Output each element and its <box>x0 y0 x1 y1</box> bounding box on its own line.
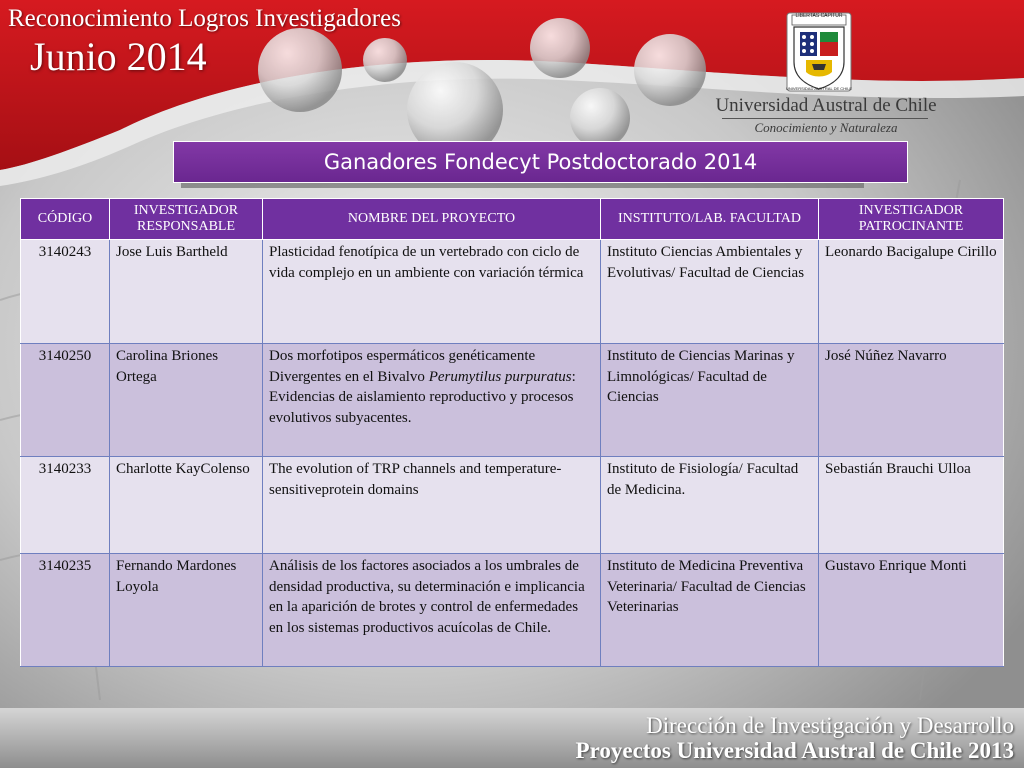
university-crest-icon <box>786 12 852 92</box>
cell-institute: Instituto de Ciencias Marinas y Limnológicas/ Facultad de Ciencias <box>601 344 819 457</box>
cell-project: Plasticidad fenotípica de un vertebrado con ciclo de vida complejo en un ambiente con variación térmica <box>263 240 601 344</box>
cell-sponsor: Gustavo Enrique Monti <box>819 554 1004 667</box>
cell-investigator: Carolina Briones Ortega <box>110 344 263 457</box>
header-code: CÓDIGO <box>21 199 110 240</box>
cell-sponsor: José Núñez Navarro <box>819 344 1004 457</box>
table-header-row <box>21 199 1004 240</box>
university-motto: Conocimiento y Naturaleza <box>754 120 898 135</box>
table-row <box>21 457 1004 554</box>
cell-sponsor: Sebastián Brauchi Ulloa <box>819 457 1004 554</box>
header-title: Reconocimiento Logros Investigadores <box>8 5 401 32</box>
cell-investigator: Fernando Mardones Loyola <box>110 554 263 667</box>
footer-projects: Proyectos Universidad Austral de Chile 2013 <box>575 738 1014 763</box>
table-row <box>21 344 1004 457</box>
cell-investigator: Charlotte KayColenso <box>110 457 263 554</box>
header-sponsor: INVESTIGADOR PATROCINANTE <box>819 199 1004 240</box>
header-project: NOMBRE DEL PROYECTO <box>263 199 601 240</box>
table-row <box>21 554 1004 667</box>
cell-code: 3140233 <box>21 457 110 554</box>
crest-motto: LIBERTAS CAPITUR <box>795 13 843 19</box>
project-text: : Evidencias de aislamiento reproductivo y procesos evolutivos subyacentes. <box>269 368 576 426</box>
cell-project: Análisis de los factores asociados a los umbrales de densidad productiva, su determinación e implicancia en la aparición de brotes y control de enfermedades en los sistemas productivos acuícolas de Chile. <box>263 554 601 667</box>
cell-code: 3140235 <box>21 554 110 667</box>
header-institute: INSTITUTO/LAB. FACULTAD <box>601 199 819 240</box>
table-row <box>21 240 1004 344</box>
cell-project <box>263 344 601 457</box>
university-divider <box>722 118 928 119</box>
cell-institute: Instituto de Medicina Preventiva Veterinaria/ Facultad de Ciencias Veterinarias <box>601 554 819 667</box>
cell-sponsor: Leonardo Bacigalupe Cirillo <box>819 240 1004 344</box>
cell-code: 3140250 <box>21 344 110 457</box>
cell-institute: Instituto de Fisiología/ Facultad de Medicina. <box>601 457 819 554</box>
cell-code: 3140243 <box>21 240 110 344</box>
crest-text: UNIVERSIDAD AUSTRAL DE CHILE <box>786 86 852 91</box>
cell-investigator: Jose Luis Bartheld <box>110 240 263 344</box>
cell-project: The evolution of TRP channels and temperature-sensitiveprotein domains <box>263 457 601 554</box>
winners-table <box>20 198 1003 667</box>
cell-institute: Instituto Ciencias Ambientales y Evolutivas/ Facultad de Ciencias <box>601 240 819 344</box>
project-text: Dos morfotipos espermáticos genéticamente Divergentes en el Bivalvo <box>269 348 536 385</box>
footer-department: Dirección de Investigación y Desarrollo <box>646 713 1014 738</box>
species-name: Perumytilus purpuratus <box>428 368 572 385</box>
slide-title-banner: Ganadores Fondecyt Postdoctorado 2014 <box>173 141 908 183</box>
university-name: Universidad Austral de Chile <box>715 95 937 116</box>
header-date: Junio 2014 <box>30 34 207 79</box>
header-investigator: INVESTIGADOR RESPONSABLE <box>110 199 263 240</box>
